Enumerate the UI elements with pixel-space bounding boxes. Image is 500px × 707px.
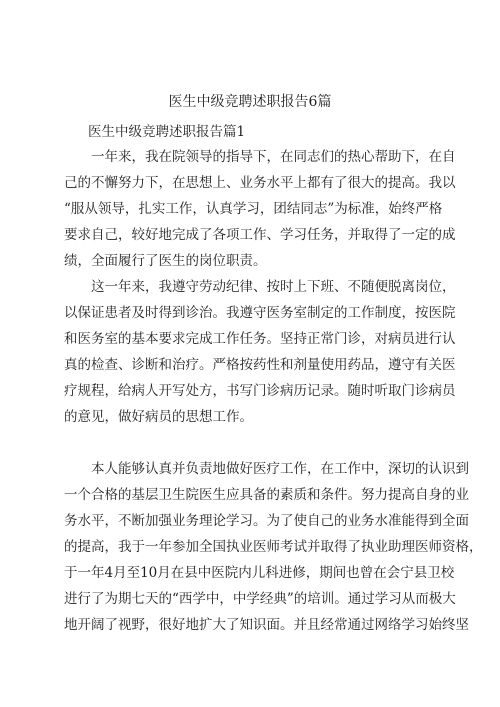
- paragraph-line: 和医务室的基本要求完成工作任务。坚持正常门诊，对病员进行认: [64, 331, 456, 347]
- paragraph-line: 疗规程，给病人开写处方，书写门诊病历记录。随时听取门诊病员: [64, 383, 456, 399]
- paragraph-line: 的意见，做好病员的思想工作。: [64, 409, 253, 425]
- paragraph-line: 真的检查、诊断和治疗。严格按药性和剂量使用药品，遵守有关医: [64, 357, 456, 373]
- paragraph-line: 以保证患者及时得到诊治。我遵守医务室制定的工作制度，按医院: [64, 305, 456, 321]
- paragraph-line: 本人能够认真并负责地做好医疗工作，在工作中，深切的认识到: [64, 461, 469, 477]
- paragraph-line: 地开阔了视野，很好地扩大了知识面。并且经常通过网络学习始终坚: [64, 617, 469, 633]
- paragraph-line: “服从领导，扎实工作，认真学习，团结同志”为标准，始终严格: [64, 201, 443, 217]
- paragraph-line: 一个合格的基层卫生院医生应具备的素质和条件。努力提高自身的业: [64, 487, 469, 503]
- paragraph-line: 务水平，不断加强业务理论学习。为了使自己的业务水准能得到全面: [64, 513, 469, 529]
- paragraph-line: 进行了为期七天的“西学中，中学经典”的培训。通过学习从而极大: [64, 591, 456, 607]
- paragraph-line: 的提高，我于一年参加全国执业医师考试并取得了执业助理医师资格，: [64, 539, 483, 555]
- paragraph-3: [64, 456, 483, 638]
- document-title: 医生中级竞聘述职报告6篇: [168, 94, 332, 110]
- paragraph-line: 己的不懈努力下，在思想上、业务水平上都有了很大的提高。我以: [64, 175, 456, 191]
- paragraph-line: 这一年来，我遵守劳动纪律、按时上下班、不随便脱离岗位，: [64, 279, 456, 295]
- paragraph-line: 于一年4月至10月在县中医院内儿科进修，期间也曾在会宁县卫校: [64, 565, 455, 581]
- section-heading: 医生中级竞聘述职报告篇1: [88, 124, 246, 140]
- paragraph-line: 要求自己，较好地完成了各项工作、学习任务，并取得了一定的成: [64, 227, 456, 243]
- paragraph-line: 绩，全面履行了医生的岗位职责。: [64, 253, 267, 269]
- paragraph-line: 一年来，我在院领导的指导下，在同志们的热心帮助下，在自: [64, 149, 456, 165]
- paragraph-1: [64, 144, 456, 274]
- paragraph-2: [64, 274, 456, 430]
